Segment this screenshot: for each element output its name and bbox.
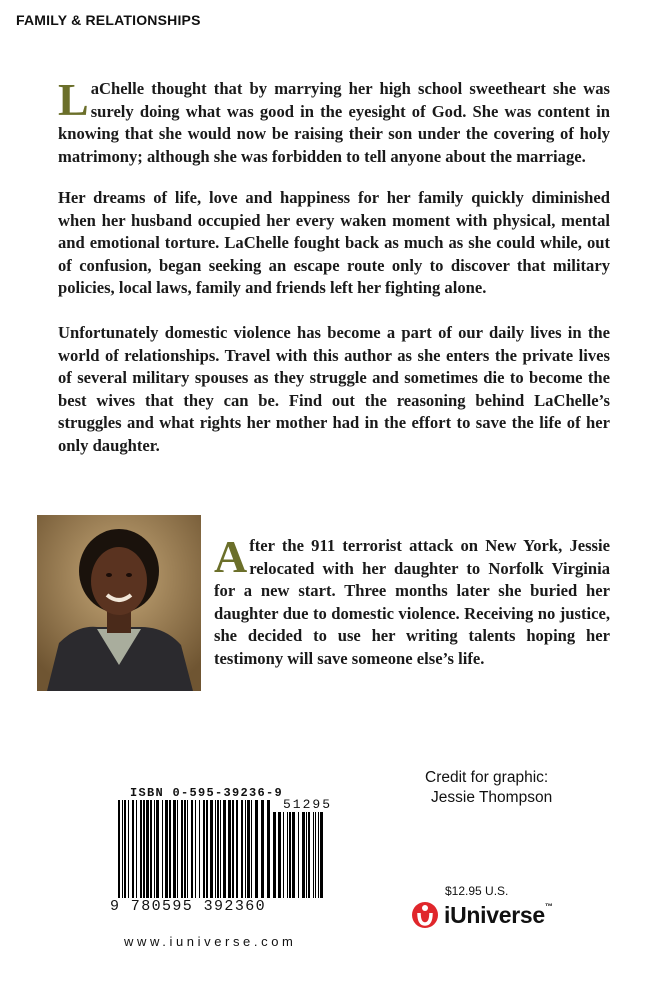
- barcode-bar: [143, 800, 145, 898]
- synopsis-paragraph-3: Unfortunately domestic violence has become a part of our daily lives in the world of relationships. Travel with this author as she enters the private lives of several military spouses as they struggle and sometimes die to become the best wives that they can be. Find out the reasoning behind LaChelle’s struggles and what rights her mother had in the effort to save the life of her only daughter.: [58, 323, 610, 455]
- barcode-bar: [298, 812, 299, 898]
- synopsis-paragraph-1: [58, 74, 610, 168]
- barcode-bar: [124, 800, 126, 898]
- publisher-url: www.iuniverse.com: [124, 934, 297, 949]
- barcode-bar: [191, 800, 193, 898]
- publisher-logo: [410, 900, 553, 930]
- barcode-addon-number: 51295: [283, 797, 333, 812]
- barcode-bar: [267, 800, 270, 898]
- barcode-bar: [215, 800, 216, 898]
- barcode-bar: [232, 800, 234, 898]
- barcode-bar: [169, 800, 171, 898]
- barcode-bar: [181, 800, 183, 898]
- barcode-addon: [273, 812, 325, 900]
- author-bio-text: fter the 911 terrorist attack on New York, Jessie relocated with her daughter to Norfolk Virginia for a new start. Three months later she buried her daughter due to domestic violence. Receiving no justice, she decided to use her writing talents hoping her testimony will save someone else’s life.: [214, 536, 610, 668]
- barcode-bar: [245, 800, 246, 898]
- barcode-bar: [251, 800, 252, 898]
- barcode-bar: [308, 812, 310, 898]
- bio-drop-cap: A: [214, 531, 248, 582]
- barcode-bar: [223, 800, 226, 898]
- credit-line-1: Credit for graphic:: [425, 769, 549, 786]
- barcode-bar: [210, 800, 213, 898]
- credit-line-2: Jessie Thompson: [431, 789, 553, 806]
- barcode-bar: [315, 812, 316, 898]
- barcode-bar: [136, 800, 137, 898]
- barcode-bar: [313, 812, 314, 898]
- barcode-bar: [173, 800, 176, 898]
- barcode-bar: [122, 800, 123, 898]
- author-photo: [37, 515, 201, 691]
- synopsis-paragraph-1-text: aChelle thought that by marrying her high school sweetheart she was surely doing what was good in the eyesight of God. She was content in knowing that she would now be raising their son under the covering of holy matrimony; although she was forbidden to tell anyone about the marriage.: [58, 79, 610, 166]
- barcode-bar: [283, 812, 284, 898]
- barcode-bar: [165, 800, 168, 898]
- barcode-bar: [228, 800, 231, 898]
- category-label: FAMILY & RELATIONSHIPS: [16, 12, 201, 28]
- barcode-bar: [278, 812, 281, 898]
- barcode-bar: [217, 800, 219, 898]
- barcode-bar: [289, 812, 291, 898]
- barcode-bar: [306, 812, 307, 898]
- barcode-bar: [302, 812, 305, 898]
- barcode-bar: [247, 800, 250, 898]
- barcode-bar: [318, 812, 319, 898]
- barcode-bar: [128, 800, 129, 898]
- barcode-bar: [162, 800, 163, 898]
- barcode-bar: [287, 812, 288, 898]
- barcode-bar: [236, 800, 238, 898]
- barcode-bar: [241, 800, 243, 898]
- barcode-bar: [187, 800, 188, 898]
- barcode-main: [118, 800, 270, 900]
- barcode-bar: [184, 800, 186, 898]
- iuniverse-logo-icon: [410, 900, 440, 930]
- barcode-bar: [154, 800, 155, 898]
- barcode-bar: [261, 800, 264, 898]
- barcode-bar: [156, 800, 159, 898]
- isbn-label: ISBN 0-595-39236-9: [130, 786, 284, 800]
- barcode-bar: [220, 800, 221, 898]
- barcode-bar: [292, 812, 295, 898]
- barcode-bar: [146, 800, 149, 898]
- barcode-bar: [177, 800, 178, 898]
- graphic-credit: [425, 768, 552, 808]
- drop-cap: L: [58, 74, 89, 125]
- barcode-bar: [199, 800, 200, 898]
- synopsis-paragraph-2: Her dreams of life, love and happiness for her family quickly diminished when her husband occupied her every waken moment with physical, mental and emotional torture. LaChelle fought back as much as she could while, out of confusion, began seeking an escape route only to discover that military policies, local laws, family and friends left her fighting alone.: [58, 188, 610, 297]
- barcode-bar: [150, 800, 152, 898]
- barcode-bar: [132, 800, 134, 898]
- barcode-bar: [206, 800, 208, 898]
- price: $12.95 U.S.: [445, 884, 509, 898]
- barcode-ean-number: 9 780595 392360: [110, 898, 267, 915]
- publisher-name: iUniverse™: [444, 901, 553, 928]
- author-bio: [214, 531, 610, 670]
- barcode-bar: [255, 800, 258, 898]
- barcode-bar: [320, 812, 323, 898]
- barcode-bar: [195, 800, 196, 898]
- barcode-bar: [118, 800, 120, 898]
- barcode-bar: [203, 800, 205, 898]
- barcode-bar: [273, 812, 276, 898]
- barcode-bar: [140, 800, 142, 898]
